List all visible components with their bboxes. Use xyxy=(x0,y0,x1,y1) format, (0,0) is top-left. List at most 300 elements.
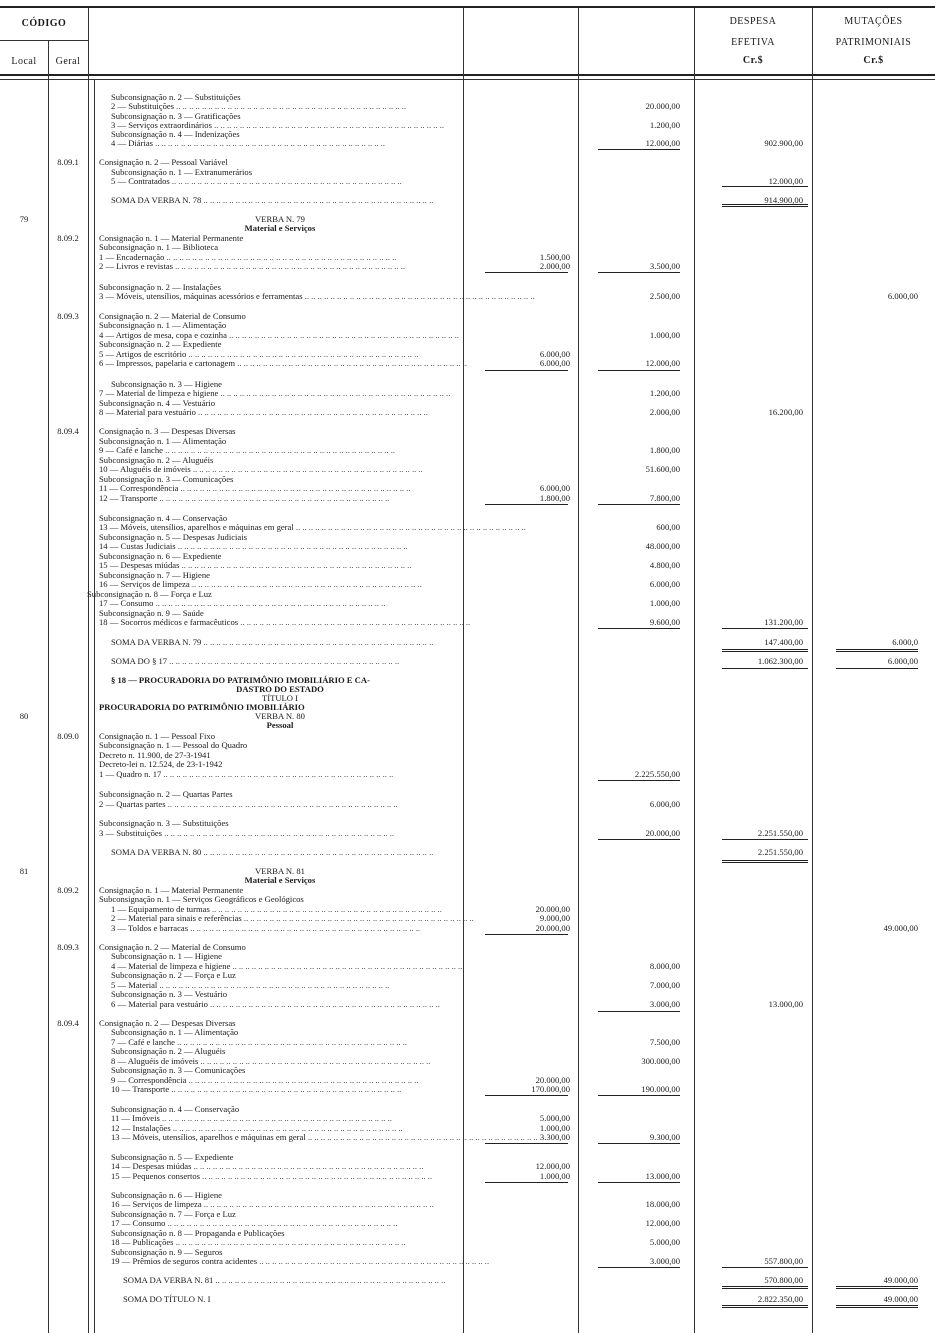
subtotal-rule xyxy=(722,860,808,861)
leader-dots: .. .. .. .. .. .. .. .. .. .. .. .. .. .. .. .. .. .. .. .. .. .. .. .. .. .. .. .. .. .. .. .. .. .. .. .. xyxy=(153,598,386,608)
table-row xyxy=(0,1199,935,1209)
subtotal-rule xyxy=(485,504,568,505)
subtotal-rule xyxy=(722,628,808,629)
subtotal-rule xyxy=(598,370,680,371)
row-description: Subconsignação n. 4 — Vestuário xyxy=(99,398,216,408)
amount-col-2: 9.600,00 xyxy=(649,617,680,627)
row-description: 17 — Consumo .. .. .. .. .. .. .. .. .. .. .. .. .. .. .. .. .. .. .. .. .. .. .. .. .. .. .. .. .. .. .. .. .. .. .. .. xyxy=(99,598,386,608)
table-row xyxy=(0,989,935,999)
table-row xyxy=(0,388,935,398)
code-geral: 8.09.2 xyxy=(57,233,79,243)
row-description: Subconsignação n. 3 — Comunicações xyxy=(111,1065,246,1075)
subtotal-rule xyxy=(598,1143,680,1144)
table-row xyxy=(0,291,935,301)
row-description: Subconsignação n. 8 — Propaganda e Publicações xyxy=(111,1228,285,1238)
row-description: Subconsignação n. 1 — Alimentação xyxy=(99,436,227,446)
subtotal-rule xyxy=(598,1095,680,1096)
table-row xyxy=(0,818,935,828)
leader-dots: .. .. .. .. .. .. .. .. .. .. .. .. .. .. .. .. .. .. .. .. .. .. .. .. .. .. .. .. .. .. .. .. .. .. .. .. xyxy=(190,464,423,474)
leader-dots: .. .. .. .. .. .. .. .. .. .. .. .. .. .. .. .. .. .. .. .. .. .. .. .. .. .. .. .. .. .. .. .. .. .. .. .. xyxy=(218,388,451,398)
subtotal-rule xyxy=(722,1267,808,1268)
row-description: Consignação n. 2 — Despesas Diversas xyxy=(99,1018,236,1028)
row-description: 9 — Café e lanche .. .. .. .. .. .. .. .. .. .. .. .. .. .. .. .. .. .. .. .. .. .. .. .. .. .. .. .. .. .. .. .. .. .. .. .. xyxy=(99,445,395,455)
subtotal-rule xyxy=(722,668,808,669)
table-row xyxy=(0,242,935,252)
amount-col-1: 170.000,00 xyxy=(531,1084,570,1094)
leader-dots: .. .. .. .. .. .. .. .. .. .. .. .. .. .. .. .. .. .. .. .. .. .. .. .. .. .. .. .. .. .. .. .. .. .. .. .. xyxy=(162,828,395,838)
table-row xyxy=(0,1294,935,1304)
amount-col-1: 6.000,00 xyxy=(539,349,570,359)
subtotal-rule xyxy=(836,1288,918,1289)
row-description: 3 — Móveis, utensílios, máquinas acessórios e ferramentas .. .. .. .. .. .. .. .. .. .. .. .. .. .. .. .. .. .. .. .. .. .. .. .. .. .. .. .. .. .. .. .. .. .. .. .. xyxy=(99,291,535,301)
row-description: 8 — Aluguéis de imóveis .. .. .. .. .. .. .. .. .. .. .. .. .. .. .. .. .. .. .. .. .. .. .. .. .. .. .. .. .. .. .. .. .. .. .. .. xyxy=(111,1056,431,1066)
code-local: 80 xyxy=(19,711,29,721)
amount-col-1: 1.000,00 xyxy=(539,1123,570,1133)
row-description: 16 — Serviços de limpeza .. .. .. .. .. .. .. .. .. .. .. .. .. .. .. .. .. .. .. .. .. .. .. .. .. .. .. .. .. .. .. .. .. .. .. .. xyxy=(111,1199,434,1209)
amount-col-1: 1.000,00 xyxy=(539,1171,570,1181)
row-description: 2 — Substituições .. .. .. .. .. .. .. .. .. .. .. .. .. .. .. .. .. .. .. .. .. .. .. .. .. .. .. .. .. .. .. .. .. .. .. .. xyxy=(111,101,407,111)
row-description: Subconsignação n. 3 — Comunicações xyxy=(99,474,234,484)
leader-dots: .. .. .. .. .. .. .. .. .. .. .. .. .. .. .. .. .. .. .. .. .. .. .. .. .. .. .. .. .. .. .. .. .. .. .. .. xyxy=(174,1037,407,1047)
leader-dots: .. .. .. .. .. .. .. .. .. .. .. .. .. .. .. .. .. .. .. .. .. .. .. .. .. .. .. .. .. .. .. .. .. .. .. .. xyxy=(165,799,398,809)
table-row xyxy=(0,894,935,904)
table-row xyxy=(0,493,935,503)
leader-dots: .. .. .. .. .. .. .. .. .. .. .. .. .. .. .. .. .. .. .. .. .. .. .. .. .. .. .. .. .. .. .. .. .. .. .. .. xyxy=(207,999,440,1009)
subtotal-rule xyxy=(722,206,808,207)
code-geral: 8.09.0 xyxy=(57,731,79,741)
table-row xyxy=(0,740,935,750)
row-description: Subconsignação n. 7 — Higiene xyxy=(99,570,210,580)
subtotal-rule xyxy=(836,1307,918,1308)
leader-dots: .. .. .. .. .. .. .. .. .. .. .. .. .. .. .. .. .. .. .. .. .. .. .. .. .. .. .. .. .. .. .. .. .. .. .. .. xyxy=(293,522,526,532)
row-description: 15 — Despesas miúdas .. .. .. .. .. .. .. .. .. .. .. .. .. .. .. .. .. .. .. .. .. .. .. .. .. .. .. .. .. .. .. .. .. .. .. .. xyxy=(99,560,412,570)
row-description: VERBA N. 79 xyxy=(255,214,305,224)
table-row xyxy=(0,637,935,647)
row-description: Subconsignação n. 2 — Substituições xyxy=(111,92,241,102)
subtotal-rule xyxy=(485,1143,568,1144)
amount-despesa-efetiva: 2.251.550,00 xyxy=(757,828,803,838)
row-description: Material e Serviços xyxy=(244,875,316,885)
row-description: Consignação n. 2 — Material de Consumo xyxy=(99,311,246,321)
amount-col-2: 1.200,00 xyxy=(649,388,680,398)
amount-col-2: 1.200,00 xyxy=(649,120,680,130)
row-description: Consignação n. 3 — Despesas Diversas xyxy=(99,426,236,436)
table-row xyxy=(0,759,935,769)
row-description: Subconsignação n. 1 — Higiene xyxy=(111,951,222,961)
leader-dots: .. .. .. .. .. .. .. .. .. .. .. .. .. .. .. .. .. .. .. .. .. .. .. .. .. .. .. .. .. .. .. .. .. .. .. .. xyxy=(213,1275,446,1285)
table-row xyxy=(0,101,935,111)
subtotal-rule xyxy=(722,1286,808,1287)
row-description: 4 — Material de limpeza e higiene .. .. .. .. .. .. .. .. .. .. .. .. .. .. .. .. .. .. .. .. .. .. .. .. .. .. .. .. .. .. .. .. .. .. .. .. xyxy=(111,961,463,971)
subtotal-rule xyxy=(598,149,680,150)
amount-col-2: 7.800,00 xyxy=(649,493,680,503)
row-description: Subconsignação n. 4 — Conservação xyxy=(99,513,228,523)
leader-dots: .. .. .. .. .. .. .. .. .. .. .. .. .. .. .. .. .. .. .. .. .. .. .. .. .. .. .. .. .. .. .. .. .. .. .. .. xyxy=(186,349,419,359)
table-row xyxy=(0,223,935,233)
code-local: 79 xyxy=(19,214,29,224)
row-description: 10 — Aluguéis de imóveis .. .. .. .. .. .. .. .. .. .. .. .. .. .. .. .. .. .. .. .. .. .. .. .. .. .. .. .. .. .. .. .. .. .. .. .. xyxy=(99,464,423,474)
amount-despesa-efetiva: 2.822.350,00 xyxy=(757,1294,803,1304)
table-row xyxy=(0,799,935,809)
amount-col-2: 20.000,00 xyxy=(645,828,680,838)
table-row xyxy=(0,999,935,1009)
row-description: Consignação n. 1 — Pessoal Fixo xyxy=(99,731,216,741)
leader-dots: .. .. .. .. .. .. .. .. .. .. .. .. .. .. .. .. .. .. .. .. .. .. .. .. .. .. .. .. .. .. .. .. .. .. .. .. xyxy=(162,445,395,455)
amount-col-2: 18.000,00 xyxy=(645,1199,680,1209)
row-description: Subconsignação n. 1 — Pessoal do Quadro xyxy=(99,740,248,750)
row-description: Consignação n. 2 — Pessoal Variável xyxy=(99,157,228,167)
row-description: SOMA DA VERBA N. 80 .. .. .. .. .. .. .. .. .. .. .. .. .. .. .. .. .. .. .. .. .. .. .. .. .. .. .. .. .. .. .. .. .. .. .. .. xyxy=(111,847,434,857)
header-local: Local xyxy=(11,56,37,67)
amount-col-1: 1.800,00 xyxy=(539,493,570,503)
row-description: 3 — Serviços extraordinários .. .. .. .. .. .. .. .. .. .. .. .. .. .. .. .. .. .. .. .. .. .. .. .. .. .. .. .. .. .. .. .. .. .. .. .. xyxy=(111,120,444,130)
amount-col-2: 300.000,00 xyxy=(641,1056,680,1066)
subtotal-rule xyxy=(598,1267,680,1268)
amount-col-2: 51.600,00 xyxy=(645,464,680,474)
row-description: Subconsignação n. 2 — Aluguéis xyxy=(99,455,214,465)
table-row xyxy=(0,1161,935,1171)
row-description: Subconsignação n. 2 — Força e Luz xyxy=(111,970,236,980)
leader-dots: .. .. .. .. .. .. .. .. .. .. .. .. .. .. .. .. .. .. .. .. .. .. .. .. .. .. .. .. .. .. .. .. .. .. .. .. xyxy=(170,1123,403,1133)
leader-dots: .. .. .. .. .. .. .. .. .. .. .. .. .. .. .. .. .. .. .. .. .. .. .. .. .. .. .. .. .. .. .. .. .. .. .. .. xyxy=(238,617,471,627)
amount-despesa-efetiva: 16.200,00 xyxy=(768,407,803,417)
leader-dots: .. .. .. .. .. .. .. .. .. .. .. .. .. .. .. .. .. .. .. .. .. .. .. .. .. .. .. .. .. .. .. .. .. .. .. .. xyxy=(157,980,390,990)
subtotal-rule xyxy=(485,1095,568,1096)
subtotal-rule xyxy=(485,934,568,935)
row-description: Subconsignação n. 3 — Higiene xyxy=(111,379,222,389)
amount-despesa-efetiva: 147.400,00 xyxy=(764,637,803,647)
row-description: 2 — Livros e revistas .. .. .. .. .. .. .. .. .. .. .. .. .. .. .. .. .. .. .. .. .. .. .. .. .. .. .. .. .. .. .. .. .. .. .. .. xyxy=(99,261,406,271)
amount-despesa-efetiva: 557.800,00 xyxy=(764,1256,803,1266)
leader-dots: .. .. .. .. .. .. .. .. .. .. .. .. .. .. .. .. .. .. .. .. .. .. .. .. .. .. .. .. .. .. .. .. .. .. .. .. xyxy=(209,904,442,914)
table-row xyxy=(0,157,935,167)
amount-col-1: 20.000,00 xyxy=(535,923,570,933)
amount-col-2: 6.000,00 xyxy=(649,579,680,589)
leader-dots: .. .. .. .. .. .. .. .. .. .. .. .. .. .. .. .. .. .. .. .. .. .. .. .. .. .. .. .. .. .. .. .. .. .. .. .. xyxy=(178,483,411,493)
row-description: 12 — Transporte .. .. .. .. .. .. .. .. .. .. .. .. .. .. .. .. .. .. .. .. .. .. .. .. .. .. .. .. .. .. .. .. .. .. .. .. xyxy=(99,493,390,503)
row-description: Subconsignação n. 3 — Gratificações xyxy=(111,111,241,121)
amount-mutacoes: 6.000,00 xyxy=(887,291,918,301)
leader-dots: .. .. .. .. .. .. .. .. .. .. .. .. .. .. .. .. .. .. .. .. .. .. .. .. .. .. .. .. .. .. .. .. .. .. .. .. xyxy=(189,579,422,589)
row-description: Subconsignação n. 3 — Substituições xyxy=(99,818,229,828)
row-description: Subconsignação n. 6 — Higiene xyxy=(111,1190,222,1200)
amount-col-2: 20.000,00 xyxy=(645,101,680,111)
row-description: 3 — Substituições .. .. .. .. .. .. .. .. .. .. .. .. .. .. .. .. .. .. .. .. .. .. .. .. .. .. .. .. .. .. .. .. .. .. .. .. xyxy=(99,828,395,838)
leader-dots: .. .. .. .. .. .. .. .. .. .. .. .. .. .. .. .. .. .. .. .. .. .. .. .. .. .. .. .. .. .. .. .. .. .. .. .. xyxy=(161,769,394,779)
row-description: VERBA N. 80 xyxy=(255,711,305,721)
amount-col-1: 5.000,00 xyxy=(539,1113,570,1123)
header-currency-despesa: Cr.$ xyxy=(742,55,764,66)
header-bottom-border xyxy=(0,74,935,76)
leader-dots: .. .. .. .. .. .. .. .. .. .. .. .. .. .. .. .. .. .. .. .. .. .. .. .. .. .. .. .. .. .. .. .. .. .. .. .. xyxy=(186,1075,419,1085)
table-row xyxy=(0,138,935,148)
row-description: VERBA N. 81 xyxy=(255,866,305,876)
row-description: Subconsignação n. 4 — Indenizações xyxy=(111,129,240,139)
row-description: Subconsignação n. 2 — Aluguéis xyxy=(111,1046,226,1056)
row-description: 6 — Impressos, papelaria e cartonagem .. .. .. .. .. .. .. .. .. .. .. .. .. .. .. .. .. .. .. .. .. .. .. .. .. .. .. .. .. .. .. .. .. .. .. .. xyxy=(99,358,468,368)
amount-col-2: 6.000,00 xyxy=(649,799,680,809)
code-geral: 8.09.2 xyxy=(57,885,79,895)
table-row xyxy=(0,320,935,330)
leader-dots: .. .. .. .. .. .. .. .. .. .. .. .. .. .. .. .. .. .. .. .. .. .. .. .. .. .. .. .. .. .. .. .. .. .. .. .. xyxy=(226,330,459,340)
row-description: DASTRO DO ESTADO xyxy=(236,684,324,694)
row-description: Subconsignação n. 4 — Conservação xyxy=(111,1104,240,1114)
table-row xyxy=(0,176,935,186)
row-description: 15 — Pequenos consertos .. .. .. .. .. .. .. .. .. .. .. .. .. .. .. .. .. .. .. .. .. .. .. .. .. .. .. .. .. .. .. .. .. .. .. .. xyxy=(111,1171,433,1181)
row-description: 1 — Quadro n. 17 .. .. .. .. .. .. .. .. .. .. .. .. .. .. .. .. .. .. .. .. .. .. .. .. .. .. .. .. .. .. .. .. .. .. .. .. xyxy=(99,769,394,779)
row-description: 1 — Encadernação .. .. .. .. .. .. .. .. .. .. .. .. .. .. .. .. .. .. .. .. .. .. .. .. .. .. .. .. .. .. .. .. .. .. .. .. xyxy=(99,252,397,262)
table-row xyxy=(0,970,935,980)
leader-dots: .. .. .. .. .. .. .. .. .. .. .. .. .. .. .. .. .. .. .. .. .. .. .. .. .. .. .. .. .. .. .. .. .. .. .. .. xyxy=(157,493,390,503)
code-local: 81 xyxy=(19,866,29,876)
row-description: SOMA DA VERBA N. 81 .. .. .. .. .. .. .. .. .. .. .. .. .. .. .. .. .. .. .. .. .. .. .. .. .. .. .. .. .. .. .. .. .. .. .. .. xyxy=(123,1275,446,1285)
table-row xyxy=(0,951,935,961)
row-description: SOMA DA VERBA N. 79 .. .. .. .. .. .. .. .. .. .. .. .. .. .. .. .. .. .. .. .. .. .. .. .. .. .. .. .. .. .. .. .. .. .. .. .. xyxy=(111,637,434,647)
code-geral: 8.09.4 xyxy=(57,1018,79,1028)
leader-dots: .. .. .. .. .. .. .. .. .. .. .. .. .. .. .. .. .. .. .. .. .. .. .. .. .. .. .. .. .. .. .. .. .. .. .. .. xyxy=(167,656,400,666)
row-description: Subconsignação n. 1 — Alimentação xyxy=(99,320,227,330)
subtotal-rule xyxy=(722,1288,808,1289)
leader-dots: .. .. .. .. .. .. .. .. .. .. .. .. .. .. .. .. .. .. .. .. .. .. .. .. .. .. .. .. .. .. .. .. .. .. .. .. xyxy=(200,1171,433,1181)
table-row xyxy=(0,789,935,799)
amount-col-2: 3.000,00 xyxy=(649,1256,680,1266)
amount-col-1: 20.000,00 xyxy=(535,1075,570,1085)
row-description: 1 — Equipamento de turmas .. .. .. .. .. .. .. .. .. .. .. .. .. .. .. .. .. .. .. .. .. .. .. .. .. .. .. .. .. .. .. .. .. .. .. .. xyxy=(111,904,442,914)
table-row xyxy=(0,656,935,666)
row-description: Consignação n. 2 — Material de Consumo xyxy=(99,942,246,952)
amount-despesa-efetiva: 914.900,00 xyxy=(764,195,803,205)
table-row xyxy=(0,464,935,474)
amount-mutacoes: 49.000,00 xyxy=(883,1275,918,1285)
amount-despesa-efetiva: 902.900,00 xyxy=(764,138,803,148)
amount-col-1: 9.000,00 xyxy=(539,913,570,923)
table-row xyxy=(0,261,935,271)
leader-dots: .. .. .. .. .. .. .. .. .. .. .. .. .. .. .. .. .. .. .. .. .. .. .. .. .. .. .. .. .. .. .. .. .. .. .. .. xyxy=(195,407,428,417)
leader-dots: .. .. .. .. .. .. .. .. .. .. .. .. .. .. .. .. .. .. .. .. .. .. .. .. .. .. .. .. .. .. .. .. .. .. .. .. xyxy=(305,1132,538,1142)
row-description: Subconsignação n. 8 — Força e Luz xyxy=(87,589,212,599)
row-description: 11 — Correspondência .. .. .. .. .. .. .. .. .. .. .. .. .. .. .. .. .. .. .. .. .. .. .. .. .. .. .. .. .. .. .. .. .. .. .. .. xyxy=(99,483,411,493)
table-row xyxy=(0,923,935,933)
row-description: 5 — Material .. .. .. .. .. .. .. .. .. .. .. .. .. .. .. .. .. .. .. .. .. .. .. .. .. .. .. .. .. .. .. .. .. .. .. .. xyxy=(111,980,390,990)
row-description: 14 — Custas Judiciais .. .. .. .. .. .. .. .. .. .. .. .. .. .. .. .. .. .. .. .. .. .. .. .. .. .. .. .. .. .. .. .. .. .. .. .. xyxy=(99,541,408,551)
header-mutacoes: MUTAÇÕES xyxy=(844,16,903,27)
row-description: 13 — Móveis, utensílios, aparelhos e máquinas em geral .. .. .. .. .. .. .. .. .. .. .. .. .. .. .. .. .. .. .. .. .. .. .. .. .. .. .. .. .. .. .. .. .. .. .. .. xyxy=(111,1132,538,1142)
row-description: 11 — Imóveis .. .. .. .. .. .. .. .. .. .. .. .. .. .. .. .. .. .. .. .. .. .. .. .. .. .. .. .. .. .. .. .. .. .. .. .. xyxy=(111,1113,392,1123)
table-row xyxy=(0,847,935,857)
row-description: Subconsignação n. 6 — Expediente xyxy=(99,551,222,561)
leader-dots: .. .. .. .. .. .. .. .. .. .. .. .. .. .. .. .. .. .. .. .. .. .. .. .. .. .. .. .. .. .. .. .. .. .. .. .. xyxy=(174,101,407,111)
row-description: 16 — Serviços de limpeza .. .. .. .. .. .. .. .. .. .. .. .. .. .. .. .. .. .. .. .. .. .. .. .. .. .. .. .. .. .. .. .. .. .. .. .. xyxy=(99,579,422,589)
codigo-divider xyxy=(0,40,88,41)
subtotal-rule xyxy=(598,839,680,840)
leader-dots: .. .. .. .. .. .. .. .. .. .. .. .. .. .. .. .. .. .. .. .. .. .. .. .. .. .. .. .. .. .. .. .. .. .. .. .. xyxy=(173,261,406,271)
table-row xyxy=(0,426,935,436)
leader-dots: .. .. .. .. .. .. .. .. .. .. .. .. .. .. .. .. .. .. .. .. .. .. .. .. .. .. .. .. .. .. .. .. .. .. .. .. xyxy=(188,923,421,933)
table-row xyxy=(0,617,935,627)
row-description: 5 — Artigos de escritório .. .. .. .. .. .. .. .. .. .. .. .. .. .. .. .. .. .. .. .. .. .. .. .. .. .. .. .. .. .. .. .. .. .. .. .. xyxy=(99,349,419,359)
amount-despesa-efetiva: 2.251.550,00 xyxy=(757,847,803,857)
row-description: 8 — Material para vestuário .. .. .. .. .. .. .. .. .. .. .. .. .. .. .. .. .. .. .. .. .. .. .. .. .. .. .. .. .. .. .. .. .. .. .. .. xyxy=(99,407,428,417)
amount-col-2: 190.000,00 xyxy=(641,1084,680,1094)
header-despesa: DESPESA xyxy=(729,16,777,27)
leader-dots: .. .. .. .. .. .. .. .. .. .. .. .. .. .. .. .. .. .. .. .. .. .. .. .. .. .. .. .. .. .. .. .. .. .. .. .. xyxy=(230,961,463,971)
table-row xyxy=(0,407,935,417)
row-description: Subconsignação n. 2 — Quartas Partes xyxy=(99,789,233,799)
table-row xyxy=(0,1218,935,1228)
table-row xyxy=(0,1113,935,1123)
amount-col-2: 600,00 xyxy=(656,522,680,532)
row-description: SOMA DO § 17 .. .. .. .. .. .. .. .. .. .. .. .. .. .. .. .. .. .. .. .. .. .. .. .. .. .. .. .. .. .. .. .. .. .. .. .. xyxy=(111,656,400,666)
leader-dots: .. .. .. .. .. .. .. .. .. .. .. .. .. .. .. .. .. .. .. .. .. .. .. .. .. .. .. .. .. .. .. .. .. .. .. .. xyxy=(241,913,474,923)
subtotal-rule xyxy=(722,649,808,650)
row-description: 6 — Material para vestuário .. .. .. .. .. .. .. .. .. .. .. .. .. .. .. .. .. .. .. .. .. .. .. .. .. .. .. .. .. .. .. .. .. .. .. .. xyxy=(111,999,440,1009)
amount-col-2: 1.000,00 xyxy=(649,598,680,608)
header-geral: Geral xyxy=(55,56,81,67)
row-description: Subconsignação n. 9 — Saúde xyxy=(99,608,204,618)
leader-dots: .. .. .. .. .. .. .. .. .. .. .. .. .. .. .. .. .. .. .. .. .. .. .. .. .. .. .. .. .. .. .. .. .. .. .. .. xyxy=(201,195,434,205)
table-row xyxy=(0,1065,935,1075)
leader-dots: .. .. .. .. .. .. .. .. .. .. .. .. .. .. .. .. .. .. .. .. .. .. .. .. .. .. .. .. .. .. .. .. .. .. .. .. xyxy=(302,291,535,301)
row-description: PROCURADORIA DO PATRIMÔNIO IMOBILIÁRIO xyxy=(99,702,305,712)
row-description: TÍTULO I xyxy=(261,693,299,703)
leader-dots: .. .. .. .. .. .. .. .. .. .. .. .. .. .. .. .. .. .. .. .. .. .. .. .. .. .. .. .. .. .. .. .. .. .. .. .. xyxy=(198,1056,431,1066)
leader-dots: .. .. .. .. .. .. .. .. .. .. .. .. .. .. .. .. .. .. .. .. .. .. .. .. .. .. .. .. .. .. .. .. .. .. .. .. xyxy=(169,1084,402,1094)
table-row xyxy=(0,358,935,368)
row-description: 18 — Publicações .. .. .. .. .. .. .. .. .. .. .. .. .. .. .. .. .. .. .. .. .. .. .. .. .. .. .. .. .. .. .. .. .. .. .. .. xyxy=(111,1237,406,1247)
amount-col-2: 7.000,00 xyxy=(649,980,680,990)
header-currency-mutacoes: Cr.$ xyxy=(863,55,884,66)
subtotal-rule xyxy=(598,628,680,629)
row-description: Consignação n. 1 — Material Permanente xyxy=(99,233,244,243)
table-row xyxy=(0,875,935,885)
row-description: Consignação n. 1 — Material Permanente xyxy=(99,885,244,895)
row-description: 17 — Consumo .. .. .. .. .. .. .. .. .. .. .. .. .. .. .. .. .. .. .. .. .. .. .. .. .. .. .. .. .. .. .. .. .. .. .. .. xyxy=(111,1218,398,1228)
amount-mutacoes: 6.000,0 xyxy=(892,637,918,647)
table-row xyxy=(0,828,935,838)
amount-col-2: 12.000,00 xyxy=(645,1218,680,1228)
row-description: Subconsignação n. 9 — Seguros xyxy=(111,1247,223,1257)
subtotal-rule xyxy=(598,504,680,505)
row-description: Material e Serviços xyxy=(244,223,316,233)
row-description: 7 — Café e lanche .. .. .. .. .. .. .. .. .. .. .. .. .. .. .. .. .. .. .. .. .. .. .. .. .. .. .. .. .. .. .. .. .. .. .. .. xyxy=(111,1037,407,1047)
subtotal-rule xyxy=(722,186,808,187)
amount-col-2: 2.500,00 xyxy=(649,291,680,301)
row-description: 3 — Toldos e barracas .. .. .. .. .. .. .. .. .. .. .. .. .. .. .. .. .. .. .. .. .. .. .. .. .. .. .. .. .. .. .. .. .. .. .. .. xyxy=(111,923,421,933)
subtotal-rule xyxy=(722,204,808,205)
row-description: Subconsignação n. 7 — Força e Luz xyxy=(111,1209,236,1219)
amount-mutacoes: 49.000,00 xyxy=(883,923,918,933)
row-description: Subconsignação n. 3 — Vestuário xyxy=(111,989,228,999)
row-description: Pessoal xyxy=(266,720,294,730)
leader-dots: .. .. .. .. .. .. .. .. .. .. .. .. .. .. .. .. .. .. .. .. .. .. .. .. .. .. .. .. .. .. .. .. .. .. .. .. xyxy=(179,560,412,570)
row-description: 4 — Diárias .. .. .. .. .. .. .. .. .. .. .. .. .. .. .. .. .. .. .. .. .. .. .. .. .. .. .. .. .. .. .. .. .. .. .. .. xyxy=(111,138,386,148)
subtotal-rule xyxy=(598,780,680,781)
amount-col-1: 3.300,00 xyxy=(539,1132,570,1142)
row-description: 19 — Prêmios de seguros contra acidentes .. .. .. .. .. .. .. .. .. .. .. .. .. .. .. .. .. .. .. .. .. .. .. .. .. .. .. .. .. .. .. .. .. .. .. .. xyxy=(111,1256,490,1266)
table-row xyxy=(0,522,935,532)
leader-dots: .. .. .. .. .. .. .. .. .. .. .. .. .. .. .. .. .. .. .. .. .. .. .. .. .. .. .. .. .. .. .. .. .. .. .. .. xyxy=(191,1161,424,1171)
leader-dots: .. .. .. .. .. .. .. .. .. .. .. .. .. .. .. .. .. .. .. .. .. .. .. .. .. .. .. .. .. .. .. .. .. .. .. .. xyxy=(257,1256,490,1266)
table-row xyxy=(0,1256,935,1266)
code-geral: 8.09.3 xyxy=(57,942,79,952)
subtotal-rule xyxy=(836,1305,918,1306)
table-row xyxy=(0,598,935,608)
table-row xyxy=(0,1275,935,1285)
subtotal-rule xyxy=(836,1286,918,1287)
leader-dots: .. .. .. .. .. .. .. .. .. .. .. .. .. .. .. .. .. .. .. .. .. .. .. .. .. .. .. .. .. .. .. .. .. .. .. .. xyxy=(164,252,397,262)
row-description: 18 — Socorros médicos e farmacêuticos .. .. .. .. .. .. .. .. .. .. .. .. .. .. .. .. .. .. .. .. .. .. .. .. .. .. .. .. .. .. .. .. .. .. .. .. xyxy=(99,617,471,627)
table-row xyxy=(0,445,935,455)
header-patrimoniais: PATRIMONIAIS xyxy=(835,37,912,48)
leader-dots: .. .. .. .. .. .. .. .. .. .. .. .. .. .. .. .. .. .. .. .. .. .. .. .. .. .. .. .. .. .. .. .. .. .. .. .. xyxy=(211,120,444,130)
amount-despesa-efetiva: 570.800,00 xyxy=(764,1275,803,1285)
subtotal-rule xyxy=(836,651,918,652)
subtotal-rule xyxy=(722,862,808,863)
table-row xyxy=(0,560,935,570)
leader-dots: .. .. .. .. .. .. .. .. .. .. .. .. .. .. .. .. .. .. .. .. .. .. .. .. .. .. .. .. .. .. .. .. .. .. .. .. xyxy=(235,358,468,368)
amount-col-2: 1.800,00 xyxy=(649,445,680,455)
table-row xyxy=(0,339,935,349)
subtotal-rule xyxy=(485,272,568,273)
subtotal-rule xyxy=(598,1011,680,1012)
subtotal-rule xyxy=(598,272,680,273)
code-geral: 8.09.3 xyxy=(57,311,79,321)
subtotal-rule xyxy=(722,651,808,652)
row-description: 12 — Instalações .. .. .. .. .. .. .. .. .. .. .. .. .. .. .. .. .. .. .. .. .. .. .. .. .. .. .. .. .. .. .. .. .. .. .. .. xyxy=(111,1123,403,1133)
amount-col-2: 2.225.550,00 xyxy=(634,769,680,779)
amount-col-2: 9.300,00 xyxy=(649,1132,680,1142)
row-description: Subconsignação n. 2 — Expediente xyxy=(99,339,222,349)
amount-col-2: 8.000,00 xyxy=(649,961,680,971)
amount-col-2: 2.000,00 xyxy=(649,407,680,417)
subtotal-rule xyxy=(485,1182,568,1183)
amount-despesa-efetiva: 131.200,00 xyxy=(764,617,803,627)
table-row xyxy=(0,579,935,589)
row-description: § 18 — PROCURADORIA DO PATRIMÔNIO IMOBILIÁRIO E CA- xyxy=(111,675,370,685)
header-codigo: CÓDIGO xyxy=(21,18,67,29)
subtotal-rule xyxy=(722,1305,808,1306)
row-description: Subconsignação n. 2 — Instalações xyxy=(99,282,221,292)
leader-dots: .. .. .. .. .. .. .. .. .. .. .. .. .. .. .. .. .. .. .. .. .. .. .. .. .. .. .. .. .. .. .. .. .. .. .. .. xyxy=(201,637,434,647)
leader-dots: .. .. .. .. .. .. .. .. .. .. .. .. .. .. .. .. .. .. .. .. .. .. .. .. .. .. .. .. .. .. .. .. .. .. .. .. xyxy=(175,541,408,551)
row-description: Decreto-lei n. 12.524, de 23-1-1942 xyxy=(99,759,223,769)
row-description: 7 — Material de limpeza e higiene .. .. .. .. .. .. .. .. .. .. .. .. .. .. .. .. .. .. .. .. .. .. .. .. .. .. .. .. .. .. .. .. .. .. .. .. xyxy=(99,388,451,398)
amount-col-2: 5.000,00 xyxy=(649,1237,680,1247)
row-description: SOMA DO TÍTULO N. I xyxy=(123,1294,211,1304)
header-efetiva: EFETIVA xyxy=(731,37,775,48)
header-bottom-border-2 xyxy=(0,79,935,80)
table-row xyxy=(0,1237,935,1247)
table-row xyxy=(0,541,935,551)
code-geral: 8.09.4 xyxy=(57,426,79,436)
amount-col-2: 1.000,00 xyxy=(649,330,680,340)
leader-dots: .. .. .. .. .. .. .. .. .. .. .. .. .. .. .. .. .. .. .. .. .. .. .. .. .. .. .. .. .. .. .. .. .. .. .. .. xyxy=(169,176,402,186)
row-description: 2 — Material para sinais e referências .. .. .. .. .. .. .. .. .. .. .. .. .. .. .. .. .. .. .. .. .. .. .. .. .. .. .. .. .. .. .. .. .. .. .. .. xyxy=(111,913,474,923)
subtotal-rule xyxy=(836,649,918,650)
amount-mutacoes: 6.000,00 xyxy=(887,656,918,666)
leader-dots: .. .. .. .. .. .. .. .. .. .. .. .. .. .. .. .. .. .. .. .. .. .. .. .. .. .. .. .. .. .. .. .. .. .. .. .. xyxy=(153,138,386,148)
amount-col-2: 48.000,00 xyxy=(645,541,680,551)
row-description: Subconsignação n. 5 — Expediente xyxy=(111,1152,234,1162)
row-description: 13 — Móveis, utensílios, aparelhos e máquinas em geral .. .. .. .. .. .. .. .. .. .. .. .. .. .. .. .. .. .. .. .. .. .. .. .. .. .. .. .. .. .. .. .. .. .. .. .. xyxy=(99,522,526,532)
leader-dots: .. .. .. .. .. .. .. .. .. .. .. .. .. .. .. .. .. .. .. .. .. .. .. .. .. .. .. .. .. .. .. .. .. .. .. .. xyxy=(165,1218,398,1228)
row-description: Subconsignação n. 1 — Biblioteca xyxy=(99,242,219,252)
leader-dots: .. .. .. .. .. .. .. .. .. .. .. .. .. .. .. .. .. .. .. .. .. .. .. .. .. .. .. .. .. .. .. .. .. .. .. .. xyxy=(173,1237,406,1247)
amount-col-2: 7.500,00 xyxy=(649,1037,680,1047)
table-row xyxy=(0,1084,935,1094)
leader-dots: .. .. .. .. .. .. .. .. .. .. .. .. .. .. .. .. .. .. .. .. .. .. .. .. .. .. .. .. .. .. .. .. .. .. .. .. xyxy=(201,847,434,857)
amount-col-2: 3.500,00 xyxy=(649,261,680,271)
